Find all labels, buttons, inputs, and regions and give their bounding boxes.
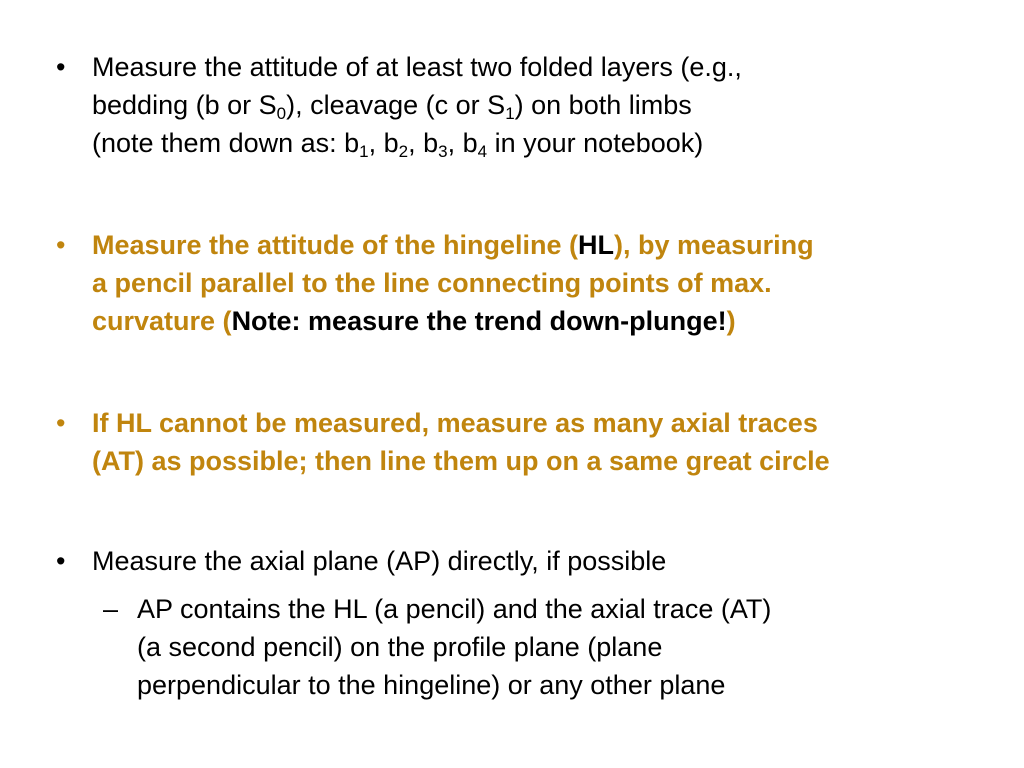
bullet-line — [92, 124, 992, 162]
text-line: (a second pencil) on the profile plane (plane — [137, 632, 663, 662]
sub-bullet-ap-contains — [103, 590, 997, 704]
bullet-axial-plane — [56, 542, 992, 580]
text-run: curvature ( — [92, 306, 232, 336]
bullet-icon: • — [56, 52, 66, 82]
bullet-axial-traces — [56, 404, 992, 480]
bullet-line — [92, 302, 992, 340]
text-line: AP contains the HL (a pencil) and the axial trace (AT) — [137, 594, 772, 624]
text-line: If HL cannot be measured, measure as many axial traces — [92, 408, 818, 438]
dash-icon: – — [103, 594, 119, 624]
subscript: 4 — [477, 142, 488, 161]
bullet-line — [92, 226, 992, 264]
text-run: ), by measuring — [614, 230, 814, 260]
text-line: (AT) as possible; then line them up on a same great circle — [92, 446, 830, 476]
text-run: in your notebook) — [487, 128, 704, 158]
subscript: 3 — [438, 142, 448, 161]
text-run: , b — [408, 128, 439, 158]
bullet-line — [92, 542, 992, 580]
bullet-icon: • — [56, 230, 66, 260]
text-run: bedding (b or S — [92, 90, 277, 120]
bullet-line — [92, 264, 992, 302]
text-run: ) on both limbs — [514, 90, 692, 120]
bullet-line — [92, 404, 992, 442]
text-run: , b — [447, 128, 478, 158]
subscript: 1 — [505, 104, 515, 123]
bullet-line — [92, 48, 992, 86]
subscript: 2 — [398, 142, 409, 161]
bullet-line — [137, 666, 997, 704]
bullet-line — [92, 442, 992, 480]
hl-term: HL — [578, 230, 615, 260]
note-text: Note: measure the trend down-plunge! — [231, 306, 727, 336]
text-run: ), cleavage (c or S — [286, 90, 506, 120]
text-line: Measure the attitude of at least two folded layers (e.g., — [92, 52, 742, 82]
text-line: Measure the axial plane (AP) directly, if possible — [92, 546, 667, 576]
bullet-icon: • — [56, 408, 66, 438]
text-run: , b — [368, 128, 399, 158]
subscript: 0 — [276, 104, 287, 123]
subscript: 1 — [359, 142, 369, 161]
bullet-line — [137, 628, 997, 666]
text-line: a pencil parallel to the line connecting points of max. — [92, 268, 772, 298]
bullet-line — [137, 590, 997, 628]
bullet-attitude-layers — [56, 48, 992, 162]
text-run: ) — [726, 306, 736, 336]
bullet-line — [92, 86, 992, 124]
bullet-hingeline — [56, 226, 992, 340]
text-line: perpendicular to the hingeline) or any other plane — [137, 670, 726, 700]
text-run: (note them down as: b — [92, 128, 360, 158]
text-run: Measure the attitude of the hingeline ( — [92, 230, 579, 260]
bullet-icon: • — [56, 546, 66, 576]
